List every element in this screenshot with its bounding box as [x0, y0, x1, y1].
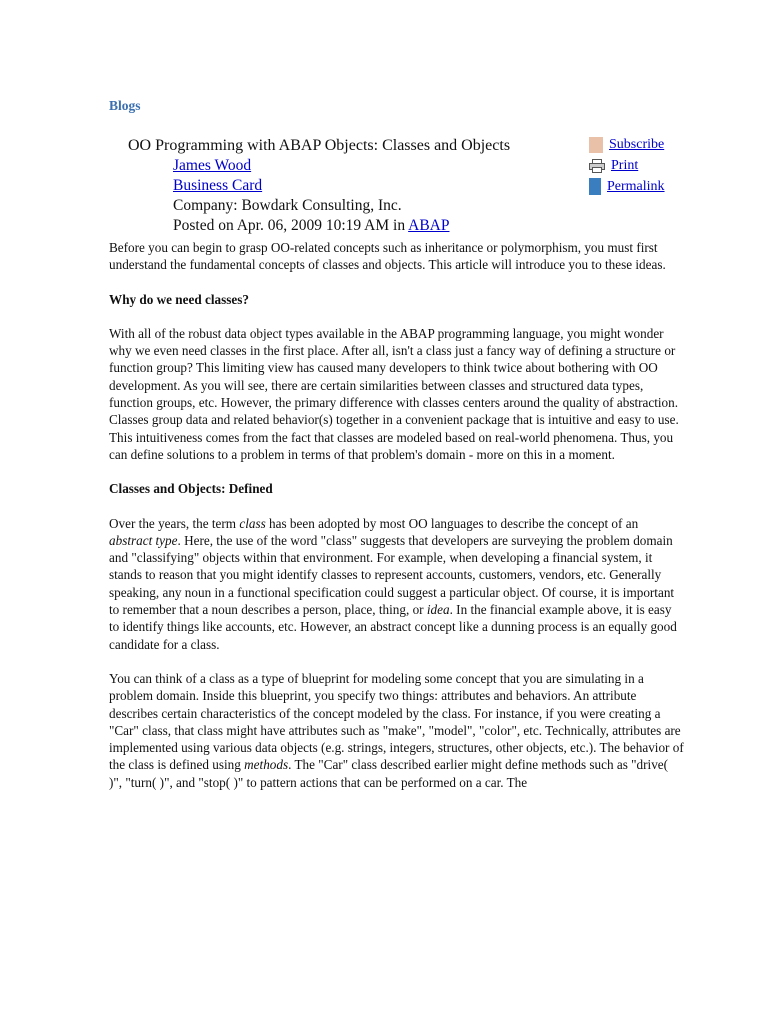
article-meta	[173, 156, 588, 236]
text-run: . In the financial example above, it is easy to identify things like accounts, etc. However, an abstract concept like a dunning process is an equally good candidate for a class.	[109, 602, 677, 652]
text-run: Over the years, the term	[109, 515, 240, 531]
permalink-link[interactable]: Permalink	[607, 179, 665, 194]
intro-paragraph: Before you can begin to grasp OO-related concepts such as inheritance or polymorphism, you must first understand the fundamental concepts of classes and objects. This article will introduce you to these ideas.	[109, 240, 666, 273]
section-heading-why-classes: Why do we need classes?	[109, 291, 249, 307]
text-run: has been adopted by most OO languages to describe the concept of an	[265, 515, 639, 531]
print-action[interactable]	[589, 155, 665, 176]
article-header	[128, 136, 588, 236]
article-body	[109, 239, 684, 808]
company-label: Company: Bowdark Consulting, Inc.	[173, 197, 402, 214]
subscribe-icon	[589, 137, 603, 153]
permalink-icon	[589, 178, 601, 195]
text-run: . The "Car" class described earlier might define methods such as "drive( )", "turn( )", and "stop( )" to pattern actions that can be performed on a car. The	[109, 757, 669, 790]
text-run: . Here, the use of the word "class" suggests that developers are surveying the problem domain and "classifying" objects within that environment. For example, when developing a financial system, it stands to reason that you might identify classes to represent accounts, customers, vendors, etc. Generally speaking, any noun in a functional specification could suggest a particular object. Of course, it is important to remember that a noun describes a person, place, thing, or	[109, 532, 675, 618]
emphasis-class: class	[239, 515, 266, 531]
emphasis-methods: methods	[244, 757, 289, 773]
permalink-action[interactable]	[589, 176, 665, 197]
posted-line	[173, 216, 588, 236]
print-link[interactable]: Print	[611, 158, 639, 173]
article-title: OO Programming with ABAP Objects: Classes and Objects	[128, 137, 511, 154]
category-link[interactable]: ABAP	[408, 217, 450, 234]
section-label: Blogs	[109, 98, 141, 113]
paragraph-defined	[109, 515, 684, 653]
emphasis-abstract-type: abstract type	[109, 532, 178, 548]
emphasis-idea: idea	[426, 602, 450, 618]
subscribe-action[interactable]	[589, 134, 665, 155]
author-link[interactable]: James Wood	[173, 157, 252, 174]
section-heading-defined: Classes and Objects: Defined	[109, 481, 273, 497]
subscribe-link[interactable]: Subscribe	[609, 137, 665, 152]
posted-text: Posted on Apr. 06, 2009 10:19 AM in	[173, 217, 409, 234]
printer-icon	[589, 159, 605, 173]
business-card-link[interactable]: Business Card	[173, 177, 263, 194]
paragraph-why-classes: With all of the robust data object types available in the ABAP programming language, you might wonder why we even need classes in the first place. After all, isn't a class just a fancy way of defining a structure or function group? This limiting view has caused many developers to think twice about bothering with OO development. As you will see, there are certain similarities between classes and structured data types, function groups, etc. However, the primary difference with classes centers around the quality of abstraction. Classes group data and related behavior(s) together in a convenient package that is intuitive and easy to use. This intuitiveness comes from the fact that classes are modeled based on real-world phenomena. Thus, you can define solutions to a problem in terms of that problem's domain - more on this in a moment.	[109, 325, 679, 462]
text-run: You can think of a class as a type of blueprint for modeling some concept that you are simulating in a problem domain. Inside this blueprint, you specify two things: attributes and behaviors. An attribute describes certain characteristics of the concept modeled by the class. For instance, if you were creating a "Car" class, that class might have attributes such as "make", "model", "color", etc. Technically, attributes are implemented using various data objects (e.g. strings, integers, structures, other objects, etc.). The behavior of the class is defined using	[109, 670, 684, 773]
article-actions	[589, 134, 665, 197]
paragraph-blueprint	[109, 670, 684, 791]
